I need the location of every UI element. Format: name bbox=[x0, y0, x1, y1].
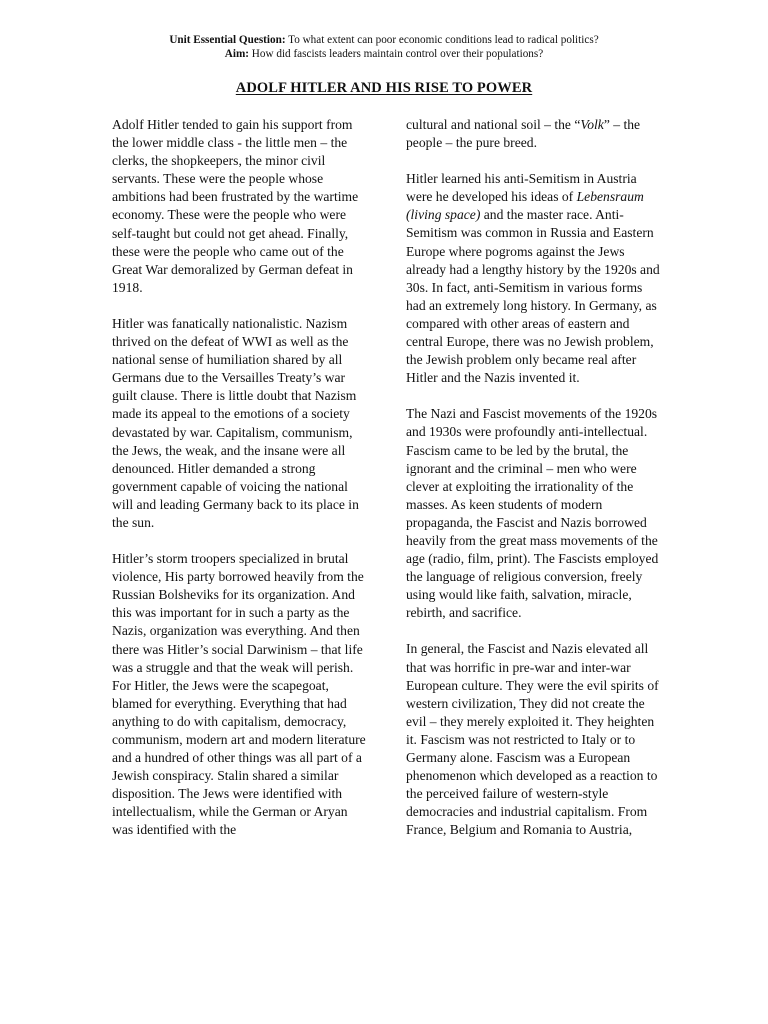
paragraph: The Nazi and Fascist movements of the 1920s and 1930s were profoundly anti-intellectual. Fascism came to be led by the brutal, the ignorant and the criminal – men who were clever at exploiting the irrationality of the masses. As keen students of modern propaganda, the Fascist and Nazis borrowed heavily from the great mass movements of the age (radio, film, print). The Fascists employed the language of religious conversion, freely using would like faith, salvation, miracle, rebirth, and sacrifice. bbox=[406, 406, 659, 621]
paragraph bbox=[406, 170, 664, 387]
page-title bbox=[0, 80, 768, 97]
aim-label: Aim: bbox=[224, 48, 249, 60]
text-run: and the master race. Anti-Semitism was common in Russia and Eastern Europe where pogroms against the Jews already had a lengthy history by the 1920s and 30s. In fact, anti-Semitism in various forms had an extremely long history. In Germany, as compared with other areas of eastern and central Europe, there was no Jewish problem, the Jewish problem only became real after Hitler and the Nazis invented it. bbox=[406, 207, 660, 386]
right-column bbox=[406, 116, 664, 857]
paragraph: Hitler was fanatically nationalistic. Nazism thrived on the defeat of WWI as well as the national sense of humiliation shared by all Germans due to the Versailles Treaty’s war guilt clause. There is little doubt that Nazism made its appeal to the emotions of a society devastated by war. Capitalism, communism, the Jews, the weak, and the insane were all denounced. Hitler demanded a strong government capable of voicing the national will and leading Germany back to its place in the sun. bbox=[112, 315, 359, 530]
paragraph bbox=[406, 116, 664, 152]
header bbox=[0, 33, 768, 61]
question-label: Unit Essential Question: bbox=[169, 34, 286, 46]
lebensraum-term: Lebensraum (living space) bbox=[406, 189, 644, 223]
aim-text: How did fascists leaders maintain control over their populations? bbox=[249, 48, 544, 60]
text-run: Hitler learned his anti-Semitism in Austria were he developed his ideas of bbox=[406, 171, 637, 205]
paragraph: Adolf Hitler tended to gain his support from the lower middle class - the little men – the clerks, the shopkeepers, the minor civil servants. These were the people whose ambitions had been frustrated by the wartime economy. These were the people who were self-taught but could not get ahead. Finally, these were the people who came out of the Great War demoralized by German defeat in 1918. bbox=[112, 117, 359, 295]
paragraph: In general, the Fascist and Nazis elevated all that was horrific in pre-war and inter-war European culture. They were the evil spirits of western civilization, They did not create the evil – they merely exploited it. They heighten it. Fascism was not restricted to Italy or to Germany alone. Fascism was a European phenomenon which developed as a reaction to the perceived failure of western-style democracies and industrial capitalism. From France, Belgium and Romania to Austria, bbox=[406, 641, 659, 838]
essential-question bbox=[0, 33, 768, 47]
text-run: cultural and national soil – the “ bbox=[406, 117, 581, 132]
aim bbox=[0, 47, 768, 61]
volk-term: Volk bbox=[580, 117, 604, 132]
text-run: ” – the people – the pure breed. bbox=[406, 117, 641, 151]
title-text: ADOLF HITLER AND HIS RISE TO POWER bbox=[235, 80, 533, 96]
paragraph: Hitler’s storm troopers specialized in brutal violence, His party borrowed heavily from the Russian Bolsheviks for its organization. And this was important for in such a party as the Nazis, organization was everything. And then there was Hitler’s social Darwinism – that life was a struggle and that the weak will perish. For Hitler, the Jews were the scapegoat, blamed for everything. Everything that had anything to do with capitalism, democracy, communism, modern art and modern literature and a hundred of other things was all part of a Jewish conspiracy. Stalin shared a similar disposition. The Jews were identified with intellectualism, while the German or Aryan was identified with the bbox=[112, 551, 366, 838]
left-column bbox=[112, 116, 370, 858]
question-text: To what extent can poor economic conditions lead to radical politics? bbox=[285, 34, 599, 46]
